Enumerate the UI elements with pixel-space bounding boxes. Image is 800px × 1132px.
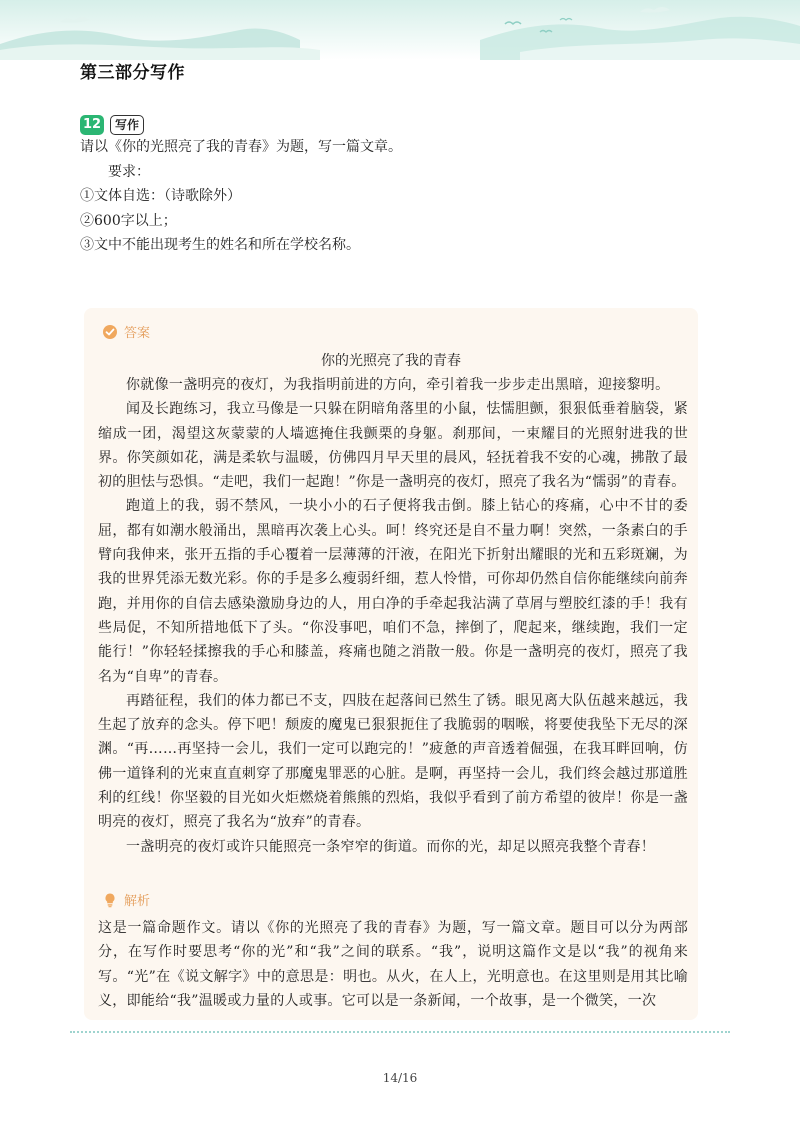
requirements-label: 要求： — [108, 163, 150, 180]
essay-paragraph: 再踏征程，我们的体力都已不支，四肢在起落间已然生了锈。眼见离大队伍越来越远，我生起了放弃的念头。停下吧！颓废的魔鬼已狠狠扼住了我脆弱的咽喉，将要使我坠下无尽的深渊。“再……再坚持一会儿，我们一定可以跑完的！”疲惫的声音透着倔强，在我耳畔回响，仿佛一道锋利的光束直直刺穿了那魔鬼罪恶的心脏。是啊，再坚持一会儿，我们终会越过那道胜利的红线！你坚毅的目光如火炬燃烧着熊熊的烈焰，我似乎看到了前方希望的彼岸！你是一盏明亮的夜灯，照亮了我名为“放弃”的青春。 — [98, 692, 688, 831]
page-number: 14/16 — [382, 1071, 418, 1085]
check-badge-icon — [102, 324, 118, 340]
answer-label-text: 答案 — [124, 326, 151, 341]
header-decoration — [0, 0, 800, 60]
answer-panel — [84, 308, 698, 1020]
footer-divider — [70, 1031, 730, 1033]
essay-paragraph: 跑道上的我，弱不禁风，一块小小的石子便将我击倒。膝上钻心的疼痛，心中不甘的委屈，都有如潮水般涌出，黑暗再次袭上心头。呵！终究还是自不量力啊！突然，一条素白的手臂向我伸来，张开五指的手心覆着一层薄薄的汗液，在阳光下折射出耀眼的光和五彩斑斓，为我的世界凭添无数光彩。你的手是多么瘦弱纤细，惹人怜惜，可你却仍然自信你能继续向前奔跑，并用你的自信去感染激励身边的人，用白净的手牵起我沾满了草屑与塑胶红漆的手！我有些局促，不知所措地低下了头。“你没事吧，咱们不急，摔倒了，爬起来，继续跑，我们一定能行！”你轻轻揉擦我的手心和膝盖，疼痛也随之消散一般。你是一盏明亮的夜灯，照亮了我名为“自卑”的青春。 — [98, 498, 688, 685]
question-prompt: 请以《你的光照亮了我的青春》为题，写一篇文章。 — [80, 139, 402, 155]
lightbulb-icon — [102, 892, 118, 908]
answer-label — [102, 322, 150, 341]
requirement-item: ①文体自选：（诗歌除外） — [80, 188, 241, 204]
essay-body — [98, 373, 688, 859]
question-body — [80, 135, 720, 258]
section-title: 第三部分写作 — [80, 63, 185, 83]
essay-paragraph: 一盏明亮的夜灯或许只能照亮一条窄窄的街道。而你的光，却足以照亮我整个青春！ — [126, 838, 656, 855]
question-number-badge: 12 — [80, 115, 104, 135]
analysis-label — [102, 890, 150, 909]
question-type-tag: 写作 — [110, 115, 144, 135]
essay-paragraph: 你就像一盏明亮的夜灯，为我指明前进的方向，牵引着我一步步走出黑暗，迎接黎明。 — [126, 377, 670, 393]
requirement-item: ③文中不能出现考生的姓名和所在学校名称。 — [80, 237, 360, 253]
requirement-item: ②600字以上； — [80, 212, 177, 229]
question-header — [80, 115, 144, 135]
essay-paragraph: 闻及长跑练习，我立马像是一只躲在阴暗角落里的小鼠，怯懦胆颤，狠狠低垂着脑袋，紧缩成一团，渴望这灰蒙蒙的人墙遮掩住我颤栗的身躯。刹那间，一束耀目的光照射进我的世界。你笑颜如花，满是柔软与温暖，仿佛四月早天里的晨风，轻抚着我不安的心魂，拂散了最初的胆怯与恐惧。“走吧，我们一起跑！”你是一盏明亮的夜灯，照亮了我名为“懦弱”的青春。 — [98, 401, 688, 491]
essay-title: 你的光照亮了我的青春 — [321, 353, 461, 369]
analysis-label-text: 解析 — [124, 894, 151, 909]
analysis-text: 这是一篇命题作文。请以《你的光照亮了我的青春》为题，写一篇文章。题目可以分为两部分，在写作时要思考“你的光”和“我”之间的联系。“我”，说明这篇作文是以“我”的视角来写。“光”在《说文解字》中的意思是：明也。从火，在人上，光明意也。在这里则是用其比喻义，即能给“我”温暖或力量的人或事。它可以是一条新闻，一个故事，是一个微笑，一次 — [98, 920, 688, 1009]
